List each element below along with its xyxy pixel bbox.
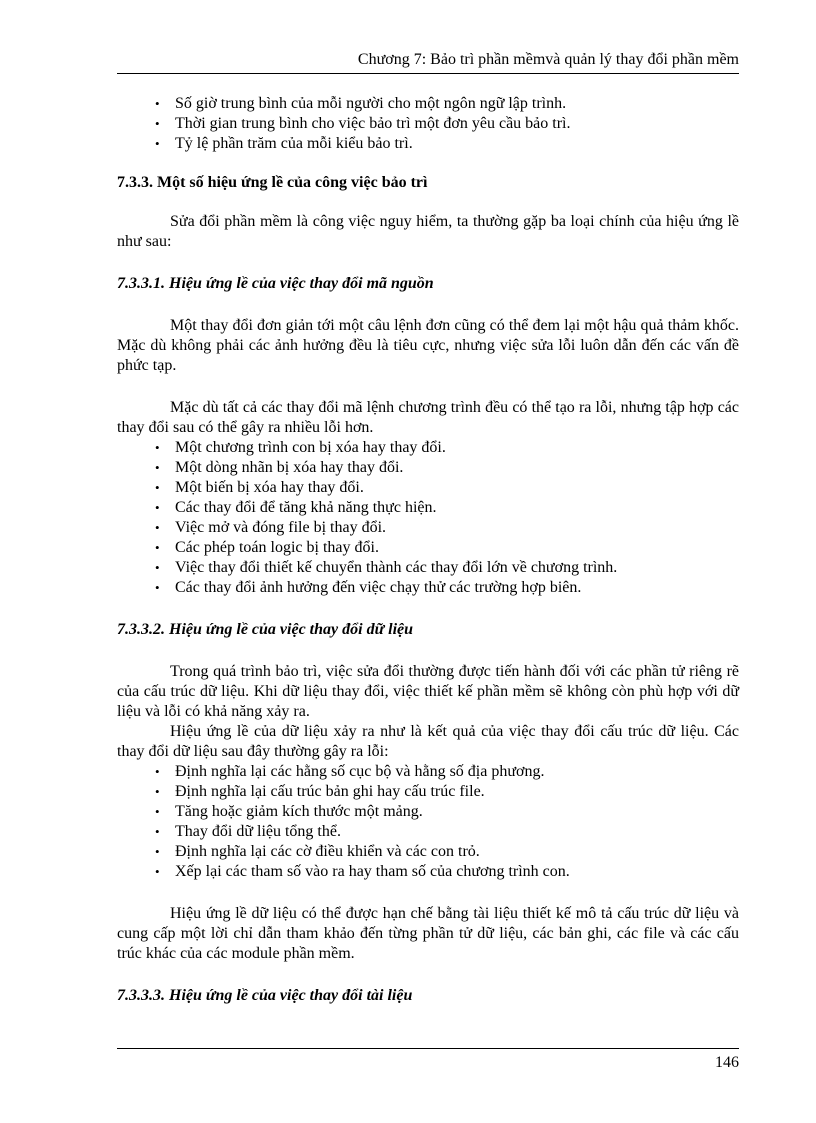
bullet-icon: • <box>155 480 160 495</box>
list-item: • Thời gian trung bình cho việc bảo trì một đơn yêu cầu bảo trì. <box>155 115 571 132</box>
bullet-icon: • <box>155 520 160 535</box>
header-rule <box>117 73 739 74</box>
bullet-icon: • <box>155 500 160 515</box>
paragraph: Sửa đổi phần mềm là công việc nguy hiểm, ta thường gặp ba loại chính của hiệu ứng lề như sau: <box>117 213 739 250</box>
subsection-heading-7-3-3-2: 7.3.3.2. Hiệu ứng lề của việc thay đổi dữ liệu <box>117 621 414 638</box>
paragraph: Một thay đổi đơn giản tới một câu lệnh đơn cũng có thể đem lại một hậu quả thảm khốc. Mặc dù không phải các ảnh hưởng đều là tiêu cực, nhưng việc sửa lỗi luôn dẫn đến các vấn đề phức tạp. <box>117 317 739 374</box>
paragraph: Mặc dù tất cả các thay đổi mã lệnh chương trình đều có thể tạo ra lỗi, nhưng tập hợp các thay đổi sau có thể gây ra nhiều lỗi hơn. <box>117 399 739 436</box>
bullet-icon: • <box>155 864 160 879</box>
list-item: • Một dòng nhãn bị xóa hay thay đổi. <box>155 459 404 476</box>
bullet-icon: • <box>155 540 160 555</box>
paragraph: Hiệu ứng lề dữ liệu có thể được hạn chế bằng tài liệu thiết kế mô tả cấu trúc dữ liệu và cung cấp một lời chỉ dẫn tham khảo đến từng phần tử dữ liệu, các bản ghi, các file và các cấu trúc khác của các module phần mềm. <box>117 905 739 962</box>
bullet-icon: • <box>155 116 160 131</box>
subsection-heading-7-3-3-1: 7.3.3.1. Hiệu ứng lề của việc thay đổi mã nguồn <box>117 275 434 292</box>
list-item: • Thay đổi dữ liệu tổng thể. <box>155 823 341 840</box>
list-item: • Việc thay đổi thiết kế chuyển thành các thay đổi lớn về chương trình. <box>155 559 618 576</box>
list-item: • Định nghĩa lại cấu trúc bản ghi hay cấu trúc file. <box>155 783 485 800</box>
list-item: • Xếp lại các tham số vào ra hay tham số của chương trình con. <box>155 863 570 880</box>
running-header: Chương 7: Bảo trì phần mềmvà quản lý thay đổi phần mềm <box>357 51 739 68</box>
bullet-icon: • <box>155 824 160 839</box>
list-item: • Số giờ trung bình của mỗi người cho một ngôn ngữ lập trình. <box>155 95 567 112</box>
bullet-icon: • <box>155 784 160 799</box>
list-item: • Định nghĩa lại các hằng số cục bộ và hằng số địa phương. <box>155 763 545 780</box>
list-item: • Việc mở và đóng file bị thay đổi. <box>155 519 387 536</box>
list-item: • Một chương trình con bị xóa hay thay đổi. <box>155 439 446 456</box>
bullet-icon: • <box>155 136 160 151</box>
bullet-icon: • <box>155 440 160 455</box>
paragraph: Trong quá trình bảo trì, việc sửa đổi thường được tiến hành đối với các phần tử riêng rẽ của cấu trúc dữ liệu. Khi dữ liệu thay đổi, việc thiết kế phần mềm sẽ không còn phù hợp với dữ liệu và lỗi có khả năng xảy ra. <box>117 663 739 720</box>
list-item: • Các thay đổi ảnh hưởng đến việc chạy thử các trường hợp biên. <box>155 579 582 596</box>
bullet-icon: • <box>155 844 160 859</box>
list-item: • Các thay đổi để tăng khả năng thực hiện. <box>155 499 437 516</box>
footer-rule <box>117 1048 739 1049</box>
paragraph: Hiệu ứng lề của dữ liệu xảy ra như là kết quả của việc thay đổi cấu trúc dữ liệu. Các thay đổi dữ liệu sau đây thường gây ra lỗi: <box>117 723 739 760</box>
data-change-bullet-list <box>117 762 739 882</box>
bullet-icon: • <box>155 804 160 819</box>
list-item: • Một biến bị xóa hay thay đổi. <box>155 479 364 496</box>
page-content <box>117 94 739 1006</box>
intro-bullet-list <box>117 94 739 154</box>
bullet-icon: • <box>155 460 160 475</box>
list-item: • Định nghĩa lại các cờ điều khiển và các con trỏ. <box>155 843 480 860</box>
list-item: • Tỷ lệ phần trăm của mỗi kiểu bảo trì. <box>155 135 413 152</box>
bullet-icon: • <box>155 560 160 575</box>
section-heading-7-3-3: 7.3.3. Một số hiệu ứng lề của công việc bảo trì <box>117 174 428 191</box>
page-number: 146 <box>715 1054 739 1071</box>
code-change-bullet-list <box>117 438 739 598</box>
subsection-heading-7-3-3-3: 7.3.3.3. Hiệu ứng lề của việc thay đổi tài liệu <box>117 987 413 1004</box>
list-item: • Tăng hoặc giảm kích thước một mảng. <box>155 803 423 820</box>
bullet-icon: • <box>155 580 160 595</box>
bullet-icon: • <box>155 96 160 111</box>
list-item: • Các phép toán logic bị thay đổi. <box>155 539 379 556</box>
bullet-icon: • <box>155 764 160 779</box>
